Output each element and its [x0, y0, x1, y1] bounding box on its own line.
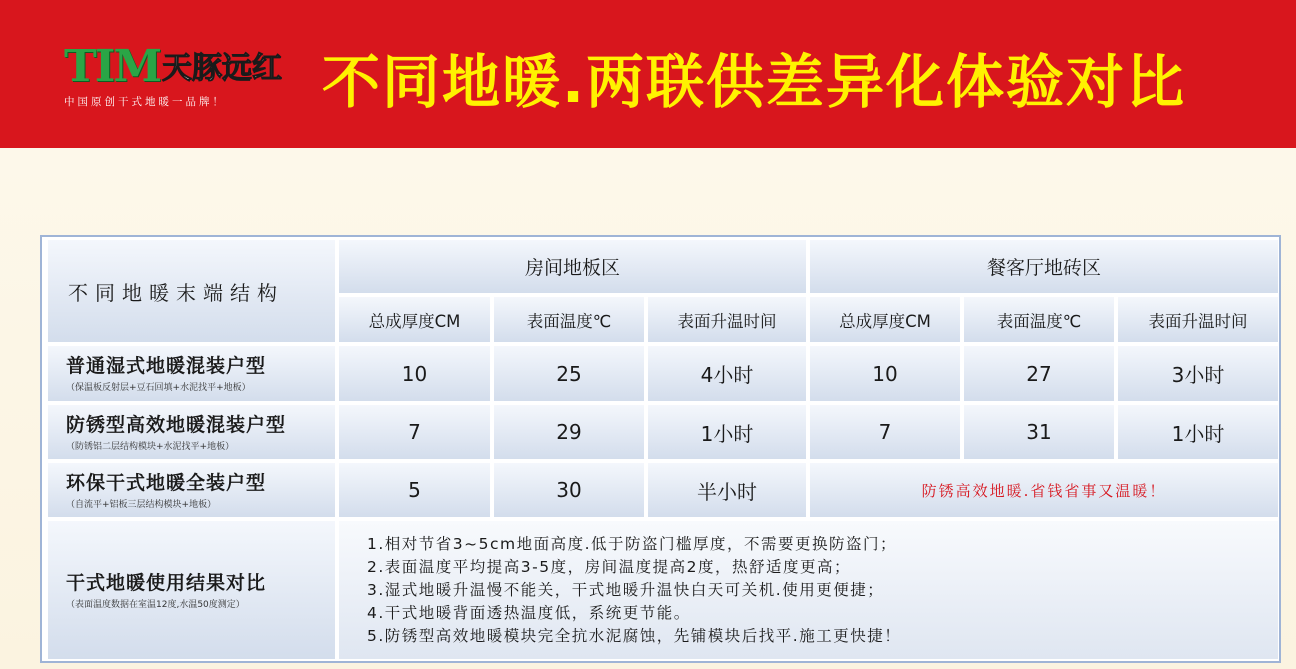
sub-header-thickness: [810, 297, 960, 342]
sub-header-temperature: [964, 297, 1114, 342]
sub-header-heatup-time: [648, 297, 806, 342]
cell-value: 3小时: [1171, 363, 1225, 387]
cell-value: 1小时: [1171, 421, 1225, 446]
row-subtitle: （防锈铝二层结构模块+水泥找平+地板）: [66, 441, 235, 452]
sub-header-label: 表面温度℃: [996, 311, 1082, 331]
sub-header-heatup-time: [1118, 297, 1278, 342]
row-subtitle: （保温板反射层+豆石回填+水泥找平+地板）: [66, 383, 251, 393]
logo-brand-name: 天豚远红: [162, 51, 283, 86]
cell-value: 1小时: [700, 421, 754, 446]
summary-subtitle: （表面温度数据在室温12度,水温50度测定）: [66, 599, 245, 610]
table-cell: [648, 463, 806, 517]
row-subtitle: （自流平+铝板三层结构模块+地板）: [66, 499, 217, 510]
table-cell: [494, 346, 644, 401]
sub-header-thickness: [339, 297, 490, 342]
note-item: 4.干式地暖背面透热温度低，系统更节能。: [367, 603, 691, 622]
sub-header-temperature: [494, 297, 644, 342]
table-cell: [339, 463, 490, 517]
group-header-label: 餐客厅地砖区: [986, 257, 1101, 279]
table-cell: [339, 346, 490, 401]
brand-logo: [64, 41, 304, 114]
table-cell: [494, 463, 644, 517]
sub-header-label: 总成厚度CM: [839, 311, 931, 331]
cell-value: 4小时: [700, 363, 754, 387]
cell-value: 30: [556, 478, 582, 502]
note-item: 5.防锈型高效地暖模块完全抗水泥腐蚀，先铺模块后找平.施工更快捷！: [367, 626, 902, 645]
promo-slogan: 防锈高效地暖.省钱省事又温暖！: [921, 481, 1167, 500]
row-header-dry-heating: [48, 463, 335, 517]
row-title: 普通湿式地暖混装户型: [66, 355, 267, 377]
table-cell: [964, 405, 1114, 459]
row-title: 防锈型高效地暖混装户型: [66, 413, 287, 436]
group-header-room-floor: [339, 240, 806, 293]
table-cell: [1118, 405, 1278, 459]
cell-value: 10: [872, 361, 898, 386]
comparison-table: [40, 235, 1281, 663]
sub-header-label: 总成厚度CM: [368, 311, 461, 331]
group-header-living-tile: [810, 240, 1278, 293]
sub-header-label: 表面温度℃: [526, 311, 612, 331]
summary-header: [48, 521, 335, 659]
table-cell: [810, 405, 960, 459]
corner-header: [48, 240, 335, 342]
table-cell: [648, 405, 806, 459]
summary-notes: [339, 521, 1278, 659]
cell-value: 29: [556, 420, 582, 444]
cell-value: 7: [878, 420, 892, 444]
logo-slogan: 中国原创干式地暖一品牌！: [64, 96, 226, 108]
row-title: 环保干式地暖全装户型: [66, 471, 267, 494]
sub-header-label: 表面升温时间: [677, 311, 777, 331]
note-item: 2.表面温度平均提高3-5度，房间温度提高2度，热舒适度更高；: [367, 557, 851, 576]
table-cell: [810, 346, 960, 401]
summary-title: 干式地暖使用结果对比: [66, 571, 267, 594]
sub-header-label: 表面升温时间: [1148, 311, 1248, 331]
table-cell: [494, 405, 644, 459]
header-banner: [0, 0, 1296, 148]
group-header-label: 房间地板区: [524, 257, 620, 279]
row-header-wet-heating: [48, 346, 335, 401]
cell-value: 10: [401, 361, 428, 386]
table-cell: [339, 405, 490, 459]
logo-mark-text: TIM: [64, 41, 161, 92]
table-cell: [1118, 346, 1278, 401]
cell-value: 半小时: [697, 479, 757, 504]
cell-value: 31: [1026, 420, 1052, 444]
table-cell: [648, 346, 806, 401]
cell-value: 25: [556, 361, 582, 386]
cell-value: 5: [408, 478, 421, 502]
row-header-antirust-heating: [48, 405, 335, 459]
table-cell: [964, 346, 1114, 401]
cell-value: 27: [1026, 361, 1052, 386]
note-item: 3.湿式地暖升温慢不能关，干式地暖升温快白天可关机.使用更便捷；: [367, 580, 885, 599]
page-title: 不同地暖.两联供差异化体验对比: [322, 48, 1187, 116]
note-item: 1.相对节省3~5cm地面高度.低于防盗门槛厚度，不需要更换防盗门；: [367, 534, 898, 553]
promo-cell: [810, 463, 1278, 517]
cell-value: 7: [408, 420, 421, 444]
corner-title: 不同地暖末端结构: [68, 280, 284, 305]
